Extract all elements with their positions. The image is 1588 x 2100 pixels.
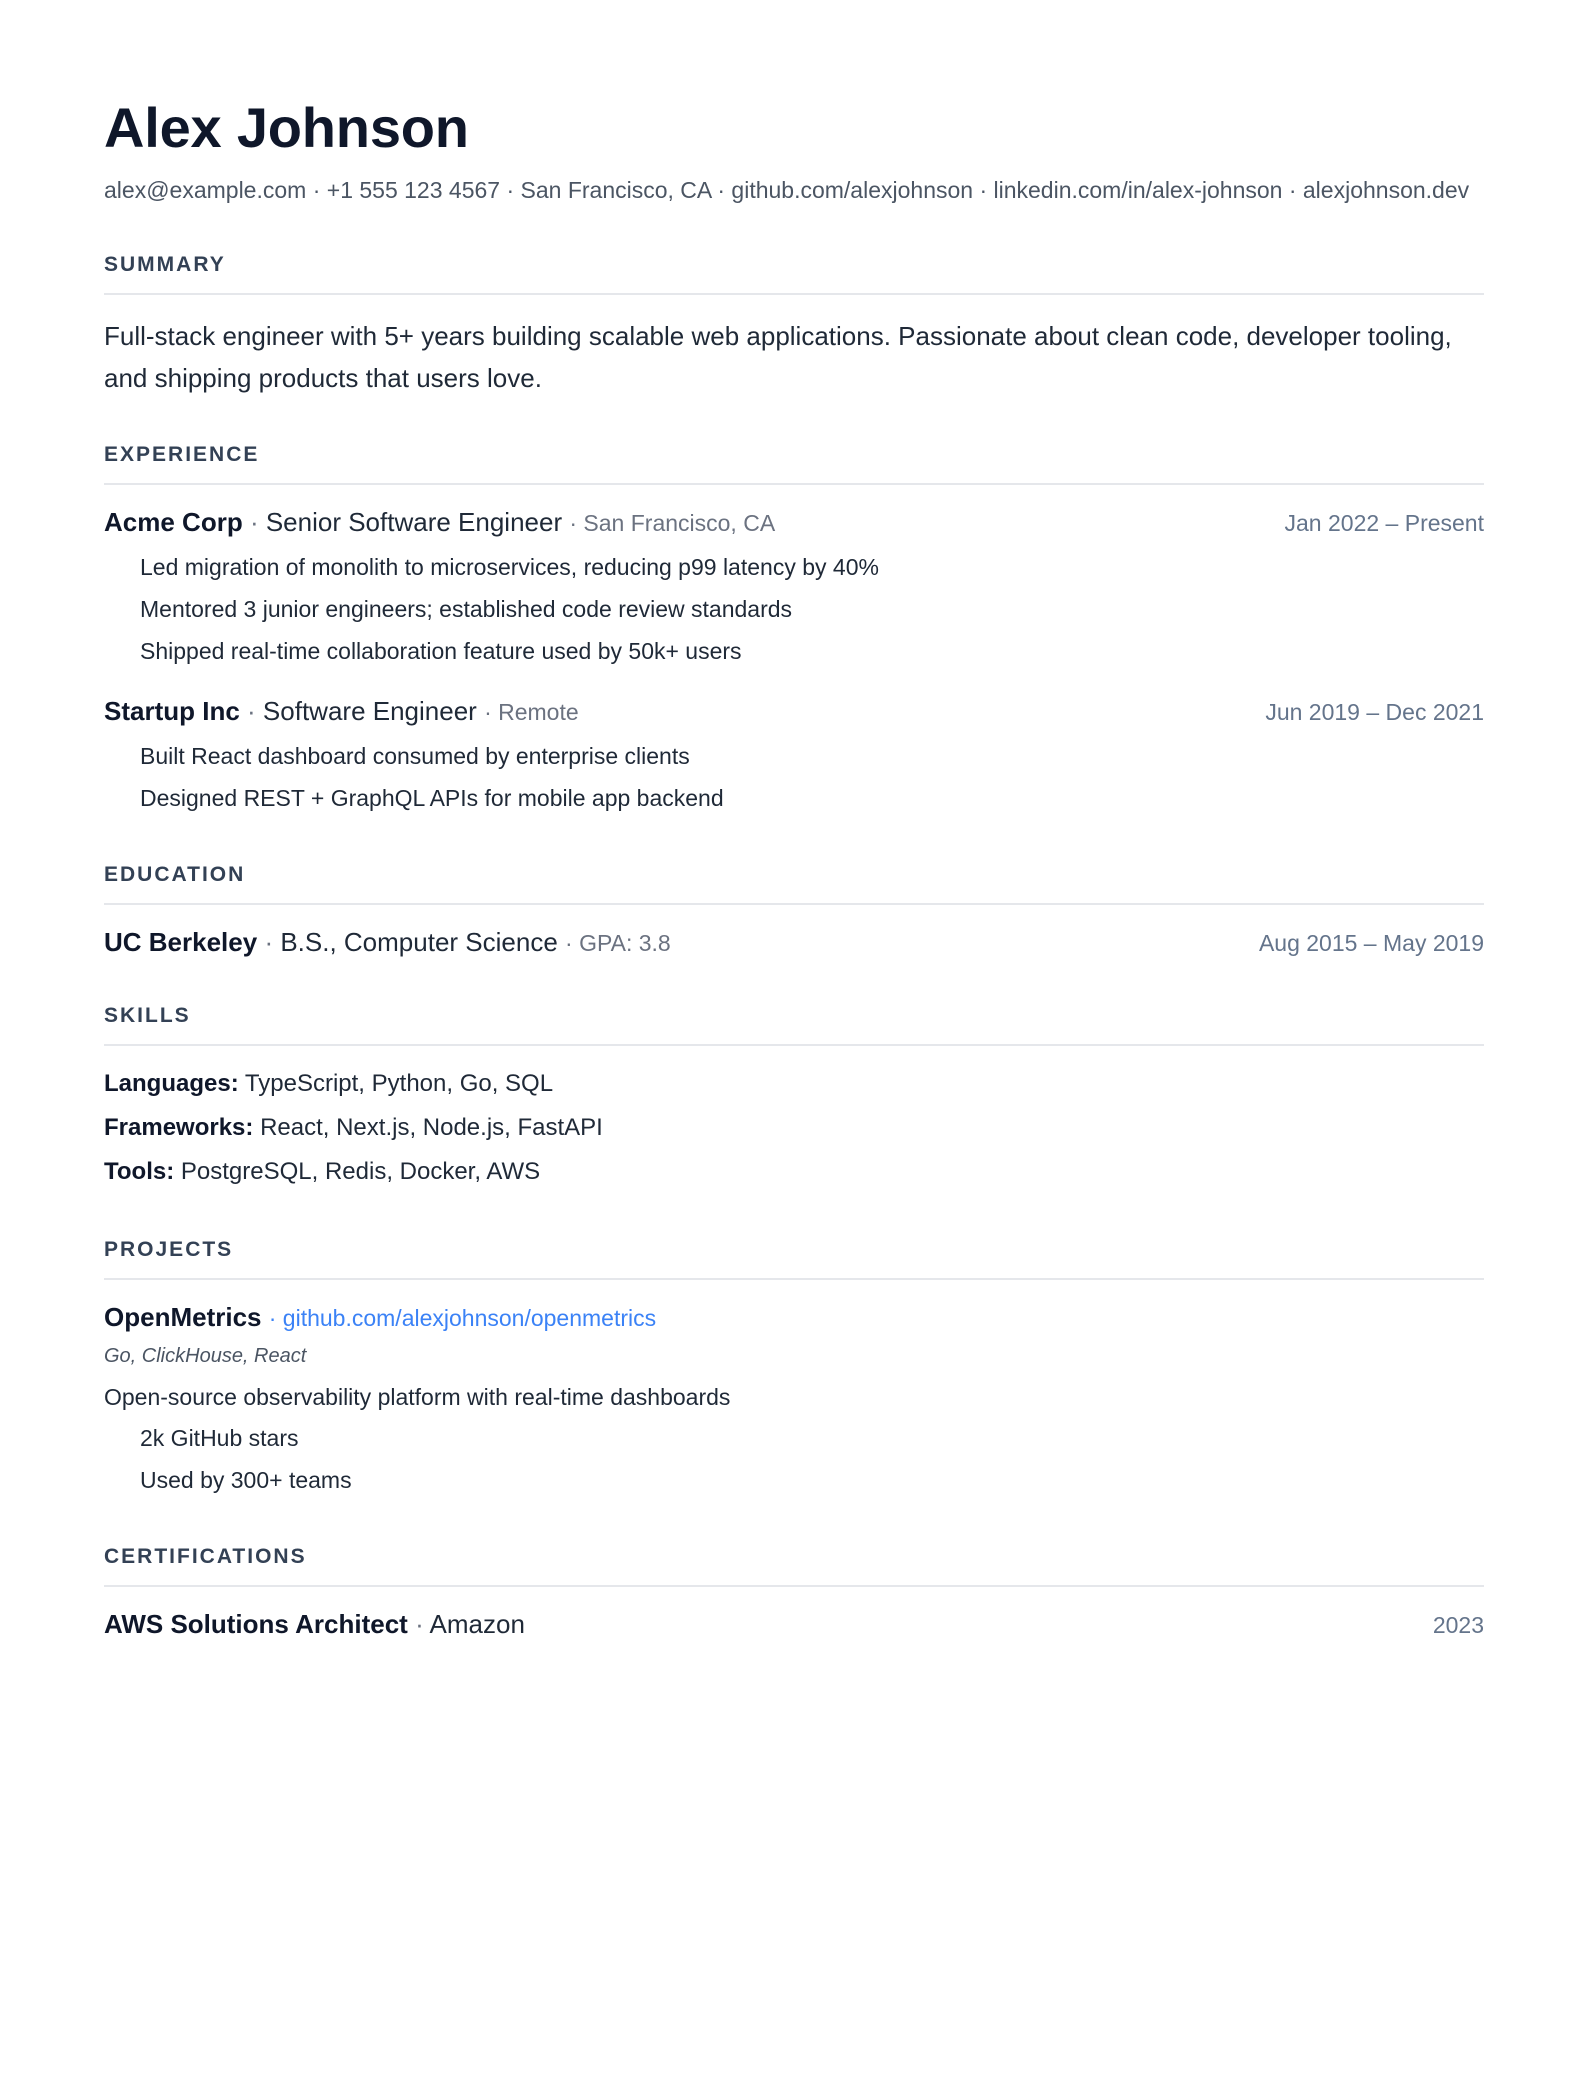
skill-label: Languages: — [104, 1070, 239, 1097]
experience-bullets — [104, 735, 1484, 819]
summary-section — [104, 251, 1484, 399]
education-section — [104, 861, 1484, 960]
section-title-summary: SUMMARY — [104, 251, 1484, 295]
resume-page — [104, 96, 1484, 1642]
job-dates: Jan 2022 – Present — [1284, 510, 1484, 536]
skill-row — [104, 1150, 1484, 1194]
project-entry-header: OpenMetrics · github.com/alexjohnson/openmetrics — [104, 1302, 657, 1332]
section-title-skills: SKILLS — [104, 1002, 1484, 1046]
bullet-item: Used by 300+ teams — [140, 1467, 352, 1493]
education-entry — [104, 925, 1484, 960]
skill-value: React, Next.js, Node.js, FastAPI — [260, 1114, 603, 1141]
job-title: Senior Software Engineer — [265, 507, 563, 537]
skills-section — [104, 1002, 1484, 1194]
experience-entry-header: Startup Inc · Software Engineer · Remote Jun 2019 – Dec 2021 — [104, 694, 1484, 729]
experience-entry — [104, 505, 1484, 672]
experience-entry-header: Acme Corp · Senior Software Engineer · San Francisco, CA Jan 2022 – Present — [104, 505, 1484, 540]
job-title: Software Engineer — [262, 696, 477, 726]
education-dates: Aug 2015 – May 2019 — [1258, 930, 1484, 956]
bullet-item: Designed REST + GraphQL APIs for mobile app backend — [140, 785, 724, 811]
company-name: Startup Inc — [104, 696, 240, 726]
project-tech-stack: Go, ClickHouse, React — [104, 1345, 307, 1367]
section-title-projects: PROJECTS — [104, 1236, 1484, 1280]
candidate-name: Alex Johnson — [104, 96, 469, 159]
education-entry-header: UC Berkeley · B.S., Computer Science · GPA: 3.8 Aug 2015 – May 2019 — [104, 925, 1484, 960]
experience-bullets — [104, 546, 1484, 672]
bullet-item: 2k GitHub stars — [140, 1425, 299, 1451]
project-link[interactable]: github.com/alexjohnson/openmetrics — [282, 1305, 657, 1331]
skill-value: TypeScript, Python, Go, SQL — [244, 1070, 554, 1097]
section-title-experience: EXPERIENCE — [104, 441, 1484, 485]
gpa: GPA: 3.8 — [579, 930, 671, 956]
bullet-item: Mentored 3 junior engineers; established code review standards — [140, 596, 793, 622]
school-name: UC Berkeley — [104, 927, 258, 957]
project-entry — [104, 1300, 1484, 1501]
section-title-education: EDUCATION — [104, 861, 1484, 905]
certification-entry-header: AWS Solutions Architect · Amazon 2023 — [104, 1607, 1484, 1642]
job-dates: Jun 2019 – Dec 2021 — [1265, 699, 1484, 725]
section-title-certifications: CERTIFICATIONS — [104, 1543, 1484, 1587]
skill-value: PostgreSQL, Redis, Docker, AWS — [180, 1158, 541, 1185]
company-name: Acme Corp — [104, 507, 243, 537]
experience-section — [104, 441, 1484, 819]
skill-label: Frameworks: — [104, 1114, 254, 1141]
bullet-item: Led migration of monolith to microservices, reducing p99 latency by 40% — [140, 554, 879, 580]
bullet-item: Built React dashboard consumed by enterprise clients — [140, 743, 690, 769]
skills-list — [104, 1062, 1484, 1194]
project-bullets — [104, 1417, 1484, 1501]
skill-row — [104, 1062, 1484, 1106]
certification-entry — [104, 1607, 1484, 1642]
skill-label: Tools: — [104, 1158, 175, 1185]
certifications-section — [104, 1543, 1484, 1642]
degree: B.S., Computer Science — [280, 927, 558, 957]
certification-issuer: Amazon — [429, 1609, 525, 1639]
job-location: San Francisco, CA — [583, 510, 776, 536]
bullet-item: Shipped real-time collaboration feature used by 50k+ users — [140, 638, 742, 664]
certification-name: AWS Solutions Architect — [104, 1609, 408, 1639]
job-location: Remote — [498, 699, 579, 725]
project-description: Open-source observability platform with real-time dashboards — [104, 1384, 731, 1410]
skill-row — [104, 1106, 1484, 1150]
contact-line: alex@example.com · +1 555 123 4567 · San Francisco, CA · github.com/alexjohnson · linkedin.com/in/alex-johnson · alexjohnson.dev — [104, 177, 1470, 203]
projects-section — [104, 1236, 1484, 1501]
certification-year: 2023 — [1432, 1612, 1484, 1638]
summary-text: Full-stack engineer with 5+ years building scalable web applications. Passionate about clean code, developer tooling, and shipping products that users love. — [104, 321, 1452, 393]
experience-entry — [104, 694, 1484, 819]
project-name: OpenMetrics — [104, 1302, 262, 1332]
resume-header — [104, 96, 1484, 209]
